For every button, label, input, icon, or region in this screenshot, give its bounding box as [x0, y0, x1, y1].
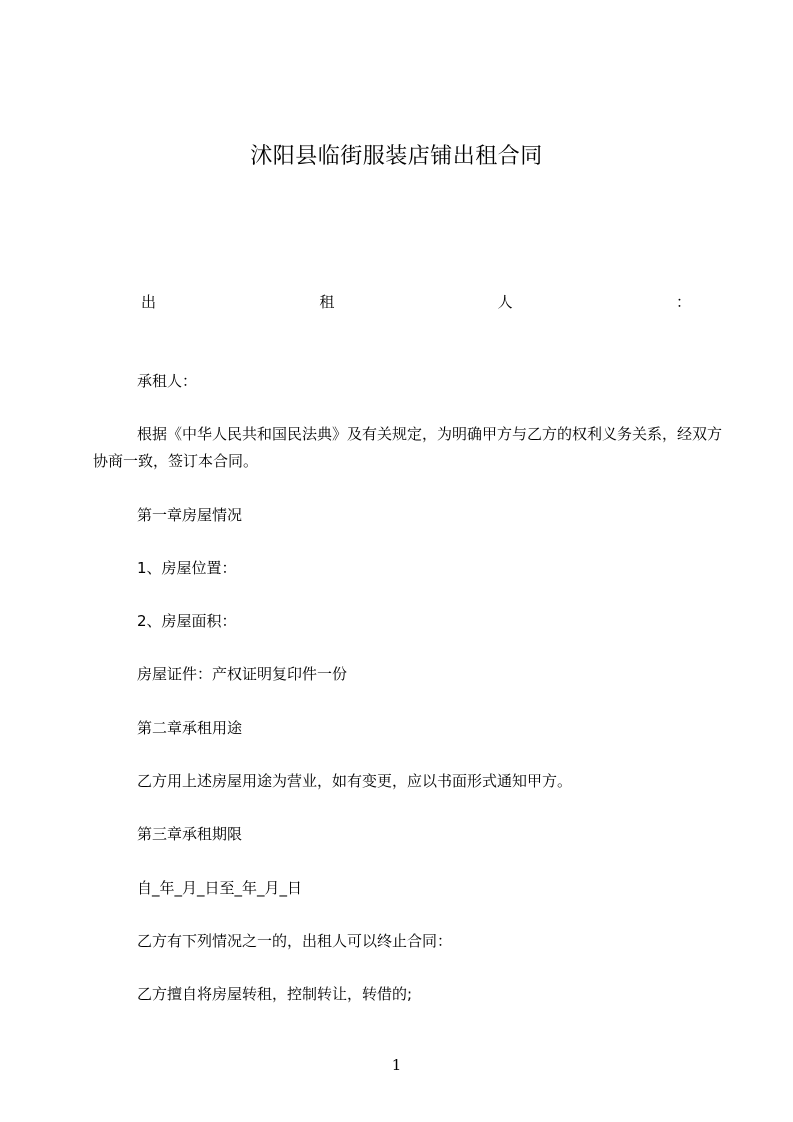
lessor-char: 租	[319, 293, 335, 311]
intro-paragraph: 根据《中华人民共和国民法典》及有关规定，为明确甲方与乙方的权利义务关系，经双方协商一致，签订本合同。	[93, 425, 723, 470]
lease-period-line: 自_年_月_日至_年_月_日	[137, 879, 303, 897]
lessor-colon: ：	[675, 293, 691, 311]
lessee-line: 承租人：	[137, 372, 198, 390]
page-number: 1	[391, 1056, 402, 1074]
termination-line: 乙方有下列情况之一的，出租人可以终止合同：	[137, 932, 453, 950]
document-title: 沭阳县临街服装店铺出租合同	[250, 144, 543, 169]
lessor-char: 人	[497, 293, 513, 311]
chapter-3-heading: 第三章承租期限	[137, 825, 243, 843]
house-location-line: 1、房屋位置：	[137, 559, 237, 577]
lessor-line	[141, 290, 691, 314]
house-certificate-line: 房屋证件：产权证明复印件一份	[137, 665, 348, 683]
house-area-line: 2、房屋面积：	[137, 612, 237, 630]
usage-line: 乙方用上述房屋用途为营业，如有变更，应以书面形式通知甲方。	[137, 772, 573, 790]
chapter-1-heading: 第一章房屋情况	[137, 506, 243, 524]
sublet-clause-line: 乙方擅自将房屋转租，控制转让，转借的;	[137, 985, 413, 1003]
chapter-2-heading: 第二章承租用途	[137, 719, 243, 737]
lessor-char: 出	[141, 293, 157, 311]
